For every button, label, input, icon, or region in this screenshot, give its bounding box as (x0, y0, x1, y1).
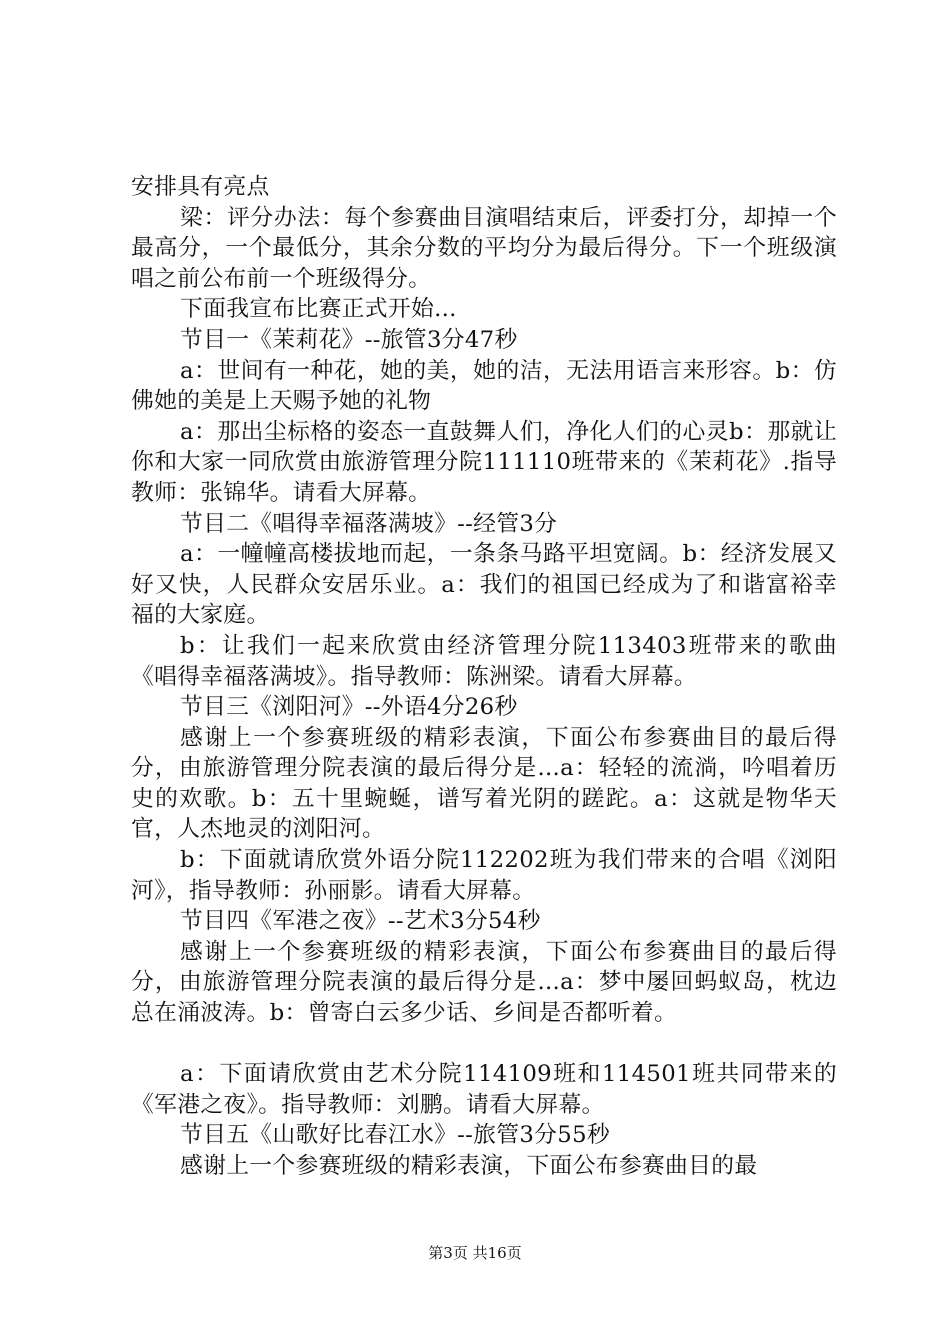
paragraph: a：世间有一种花，她的美，她的洁，无法用语言来形容。b：仿佛她的美是上天赐予她的礼物 (131, 357, 837, 415)
paragraph: a：那出尘标格的姿态一直鼓舞人们，净化人们的心灵b：那就让你和大家一同欣赏由旅游管理分院111110班带来的《茉莉花》.指导教师：张锦华。请看大屏幕。 (131, 418, 837, 506)
document-body (131, 172, 837, 1182)
paragraph: 下面我宣布比赛正式开始... (180, 296, 457, 323)
blank-line (131, 1029, 837, 1060)
paragraph: b：让我们一起来欣赏由经济管理分院113403班带来的歌曲《唱得幸福落满坡》。指导教师：陈洲梁。请看大屏幕。 (131, 632, 837, 690)
paragraph: b：下面就请欣赏外语分院112202班为我们带来的合唱《浏阳河》，指导教师：孙丽影。请看大屏幕。 (131, 847, 837, 904)
program-heading: 节目一《茉莉花》--旅管3分47秒 (180, 326, 518, 353)
paragraph: 感谢上一个参赛班级的精彩表演，下面公布参赛曲目的最后得分，由旅游管理分院表演的最后得分是...a：轻轻的流淌，吟唱着历史的欢歌。b：五十里蜿蜒，谱写着光阴的蹉跎。a：这就是物华天官，人杰地灵的浏阳河。 (131, 724, 837, 843)
program-heading: 节目五《山歌好比春江水》--旅管3分55秒 (180, 1122, 610, 1149)
paragraph: 感谢上一个参赛班级的精彩表演，下面公布参赛曲目的最 (180, 1153, 758, 1179)
paragraph: 安排具有亮点 (131, 174, 270, 200)
paragraph: 梁：评分办法：每个参赛曲目演唱结束后，评委打分，却掉一个最高分，一个最低分，其余分数的平均分为最后得分。下一个班级演唱之前公布前一个班级得分。 (131, 204, 837, 292)
program-heading: 节目二《唱得幸福落满坡》--经管3分 (180, 510, 558, 537)
program-heading: 节目四《军港之夜》--艺术3分54秒 (180, 908, 541, 935)
page-footer: 第3页 共16页 (428, 1244, 522, 1262)
paragraph: 感谢上一个参赛班级的精彩表演，下面公布参赛曲目的最后得分，由旅游管理分院表演的最后得分是...a：梦中屡回蚂蚁岛，枕边总在涌波涛。b：曾寄白云多少话、乡间是否都听着。 (131, 938, 837, 1027)
paragraph: a：下面请欣赏由艺术分院114109班和114501班共同带来的《军港之夜》。指导教师：刘鹏。请看大屏幕。 (131, 1061, 837, 1118)
paragraph: a：一幢幢高楼拔地而起，一条条马路平坦宽阔。b：经济发展又好又快，人民群众安居乐业。a：我们的祖国已经成为了和谐富裕幸福的大家庭。 (131, 541, 837, 629)
program-heading: 节目三《浏阳河》--外语4分26秒 (180, 694, 518, 721)
